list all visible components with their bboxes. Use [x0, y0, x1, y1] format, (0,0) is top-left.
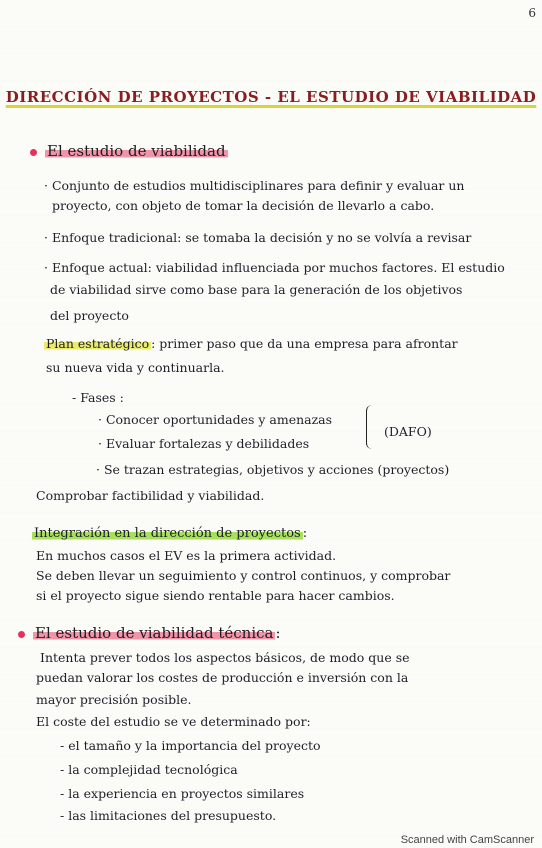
text-line: su nueva vida y continuarla.: [46, 360, 225, 375]
heading-suffix: :: [302, 526, 308, 541]
text-line: El coste del estudio se ve determinado por:: [36, 714, 311, 729]
text-line: Se deben llevar un seguimiento y control continuos, y comprobar: [36, 568, 451, 583]
page-number: 6: [528, 6, 536, 20]
bullet-icon: [30, 149, 37, 156]
text-line: del proyecto: [50, 308, 129, 323]
plan-estrategico-text: : primer paso que da una empresa para afrontar: [151, 336, 458, 351]
section-heading-text: El estudio de viabilidad técnica: [35, 624, 274, 642]
section-heading-tecnica: [18, 624, 281, 642]
text-line: proyecto, con objeto de tomar la decisión de llevarlo a cabo.: [52, 198, 435, 213]
text-line: puedan valorar los costes de producción e inversión con la: [36, 670, 409, 685]
section-heading-text: El estudio de viabilidad: [47, 142, 226, 160]
list-item: - la experiencia en proyectos similares: [60, 786, 305, 801]
text-line: · Enfoque actual: viabilidad influenciada por muchos factores. El estudio: [44, 260, 505, 275]
scanner-watermark: Scanned with CamScanner: [400, 834, 534, 846]
dafo-label: (DAFO): [384, 424, 432, 439]
text-line: Intenta prever todos los aspectos básicos, de modo que se: [40, 650, 410, 665]
text-line: · Enfoque tradicional: se tomaba la decisión y no se volvía a revisar: [44, 230, 472, 245]
list-item: - las limitaciones del presupuesto.: [60, 808, 277, 823]
section-heading-integracion: [32, 526, 307, 542]
list-item: - el tamaño y la importancia del proyecto: [60, 738, 321, 753]
text-line: En muchos casos el EV es la primera actividad.: [36, 548, 337, 563]
text-line: · Conjunto de estudios multidisciplinares para definir y evaluar un: [44, 178, 465, 193]
page-title: DIRECCIÓN DE PROYECTOS - EL ESTUDIO DE VIABILIDAD: [5, 88, 537, 106]
section-heading-viabilidad: [30, 142, 228, 160]
bullet-icon: [18, 631, 25, 638]
text-line: mayor precisión posible.: [36, 692, 192, 707]
list-item: - la complejidad tecnológica: [60, 762, 238, 777]
fase-item: · Se trazan estrategias, objetivos y acciones (proyectos): [96, 462, 450, 477]
text-line: de viabilidad sirve como base para la generación de los objetivos: [50, 282, 463, 297]
plan-estrategico-line: [44, 336, 458, 352]
text-line: Comprobar factibilidad y viabilidad.: [36, 488, 265, 503]
text-line: si el proyecto sigue siendo rentable para hacer cambios.: [36, 588, 395, 603]
section-heading-text: Integración en la dirección de proyectos: [34, 526, 301, 541]
heading-suffix: :: [275, 624, 281, 642]
plan-estrategico-label: Plan estratégico: [46, 336, 150, 351]
fase-item: · Evaluar fortalezas y debilidades: [98, 436, 310, 451]
fases-label: - Fases :: [72, 390, 124, 405]
brace-icon: [366, 405, 377, 449]
fase-item: · Conocer oportunidades y amenazas: [98, 412, 333, 427]
